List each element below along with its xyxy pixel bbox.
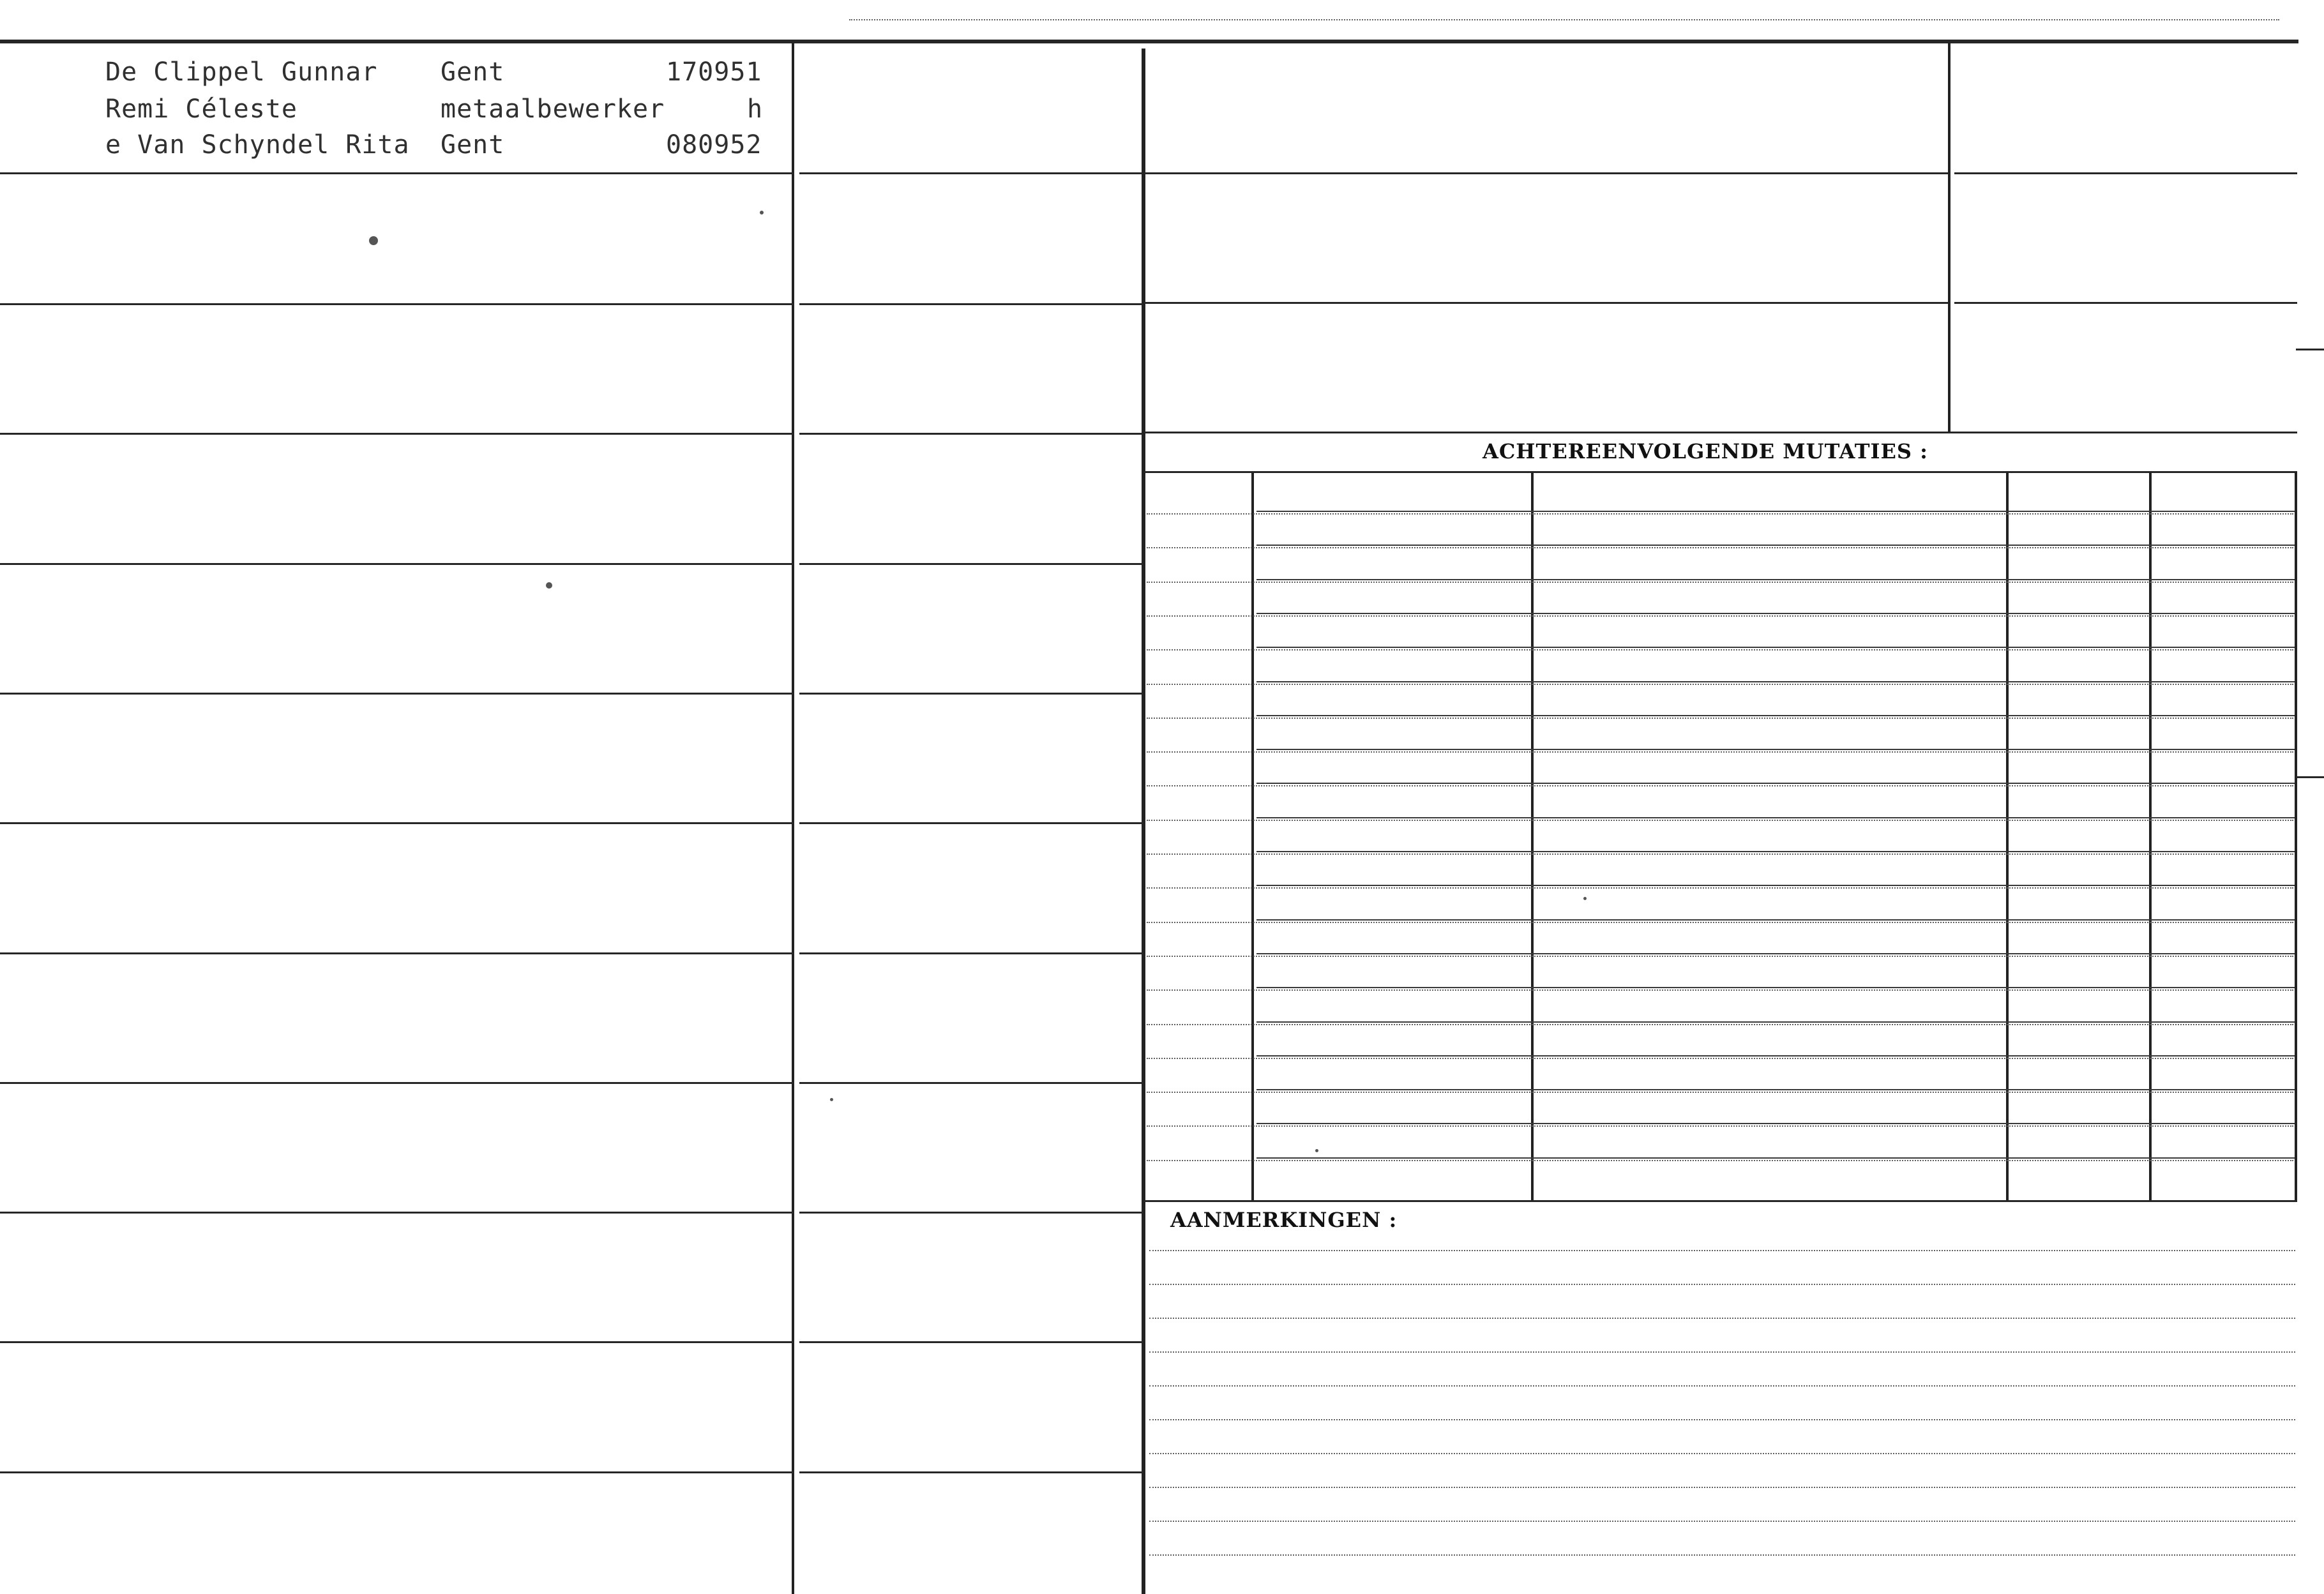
mutaties-row-rule <box>1256 851 2295 852</box>
register-row-rule <box>0 1471 794 1473</box>
mutaties-row-rule <box>1256 681 2295 682</box>
occupation: metaalbewerker <box>441 94 665 124</box>
register-row-rule <box>0 433 794 435</box>
mutaties-row-rule <box>1256 919 2295 921</box>
husband-date: 170951 <box>666 57 762 87</box>
register-row-rule <box>799 172 1143 174</box>
mutaties-right-edge <box>2295 472 2297 1200</box>
mutaties-row-rule <box>1256 1021 2295 1023</box>
mutaties-row-rule <box>1256 749 2295 750</box>
register-row-rule <box>799 1471 1143 1473</box>
remarks-line <box>1149 1351 2295 1353</box>
mutaties-row-dots <box>1147 513 2293 515</box>
mutaties-row-rule <box>1256 817 2295 818</box>
edge-tick <box>2296 349 2324 350</box>
mutaties-row-dots <box>1147 547 2293 548</box>
mutaties-row-dots <box>1147 989 2293 991</box>
register-row-rule <box>799 822 1143 824</box>
upper-right-rule <box>1144 172 1948 174</box>
mutaties-row-rule <box>1256 953 2295 954</box>
mutaties-row-rule <box>1256 885 2295 886</box>
mutaties-row-rule <box>1256 987 2295 988</box>
remarks-line <box>1149 1250 2295 1251</box>
mutaties-row-dots <box>1147 887 2293 889</box>
mutaties-row-dots <box>1147 853 2293 855</box>
mutaties-row-dots <box>1147 956 2293 957</box>
entry-marker: h <box>747 94 764 124</box>
register-row-rule <box>799 1212 1143 1214</box>
top-border <box>0 40 2298 43</box>
register-row-rule <box>0 172 794 174</box>
register-row-rule <box>799 1082 1143 1084</box>
register-row-rule <box>0 1341 794 1343</box>
register-row-rule <box>0 1212 794 1214</box>
mutaties-heading: ACHTEREENVOLGENDE MUTATIES : <box>1483 439 1928 463</box>
mutaties-row-rule <box>1256 613 2295 614</box>
remarks-line <box>1149 1521 2295 1522</box>
right-upper-divider <box>1948 42 1950 432</box>
mutaties-row-dots <box>1147 785 2293 786</box>
register-row-rule <box>799 433 1143 435</box>
register-row-rule <box>799 303 1143 305</box>
register-row-rule <box>0 952 794 954</box>
scan-speck <box>1315 1149 1318 1152</box>
scan-speck <box>760 211 764 214</box>
register-row-rule <box>0 822 794 824</box>
mutaties-row-dots <box>1147 1092 2293 1093</box>
register-row-rule <box>799 693 1143 695</box>
top-edge-noise <box>849 19 2279 20</box>
mutaties-row-dots <box>1147 1125 2293 1127</box>
upper-right-rule <box>1144 302 1948 304</box>
mutaties-bottom-rule <box>1144 1200 2297 1202</box>
husband-place: Gent <box>441 57 505 87</box>
mutaties-row-dots <box>1147 1058 2293 1059</box>
register-row-rule <box>799 952 1143 954</box>
mutaties-row-rule <box>1256 783 2295 784</box>
remarks-line <box>1149 1284 2295 1285</box>
mutaties-row-dots <box>1147 615 2293 617</box>
register-row-rule <box>799 1341 1143 1343</box>
husband-parents: Remi Céleste <box>105 94 298 124</box>
register-row-rule <box>0 303 794 305</box>
register-row-rule <box>0 1082 794 1084</box>
mutaties-header-rule <box>1144 471 2297 473</box>
mutaties-top-rule <box>1144 432 2297 433</box>
center-divider <box>1142 49 1145 1594</box>
remarks-line <box>1149 1318 2295 1319</box>
mutaties-row-rule <box>1256 511 2295 512</box>
remarks-line <box>1149 1385 2295 1387</box>
mutaties-row-dots <box>1147 1024 2293 1025</box>
husband-name: De Clippel Gunnar <box>105 57 378 87</box>
mutaties-row-dots <box>1147 922 2293 923</box>
wife-place: Gent <box>441 130 505 160</box>
mutaties-row-rule <box>1256 1157 2295 1159</box>
remarks-heading: AANMERKINGEN : <box>1170 1208 1398 1232</box>
mutaties-row-dots <box>1147 582 2293 583</box>
upper-right-rule <box>1954 302 2297 304</box>
wife-date: 080952 <box>666 130 762 160</box>
register-row-rule <box>0 693 794 695</box>
register-row-rule <box>799 563 1143 565</box>
mutaties-row-dots <box>1147 820 2293 821</box>
upper-right-rule <box>1954 172 2297 174</box>
remarks-line <box>1149 1453 2295 1454</box>
mutaties-row-dots <box>1147 649 2293 650</box>
mutaties-row-rule <box>1256 579 2295 580</box>
mutaties-row-dots <box>1147 684 2293 685</box>
left-column-divider <box>792 42 794 1594</box>
register-row-rule <box>0 563 794 565</box>
edge-tick <box>2296 776 2324 778</box>
scan-speck <box>369 236 378 245</box>
mutaties-row-rule <box>1256 1055 2295 1056</box>
mutaties-row-rule <box>1256 647 2295 648</box>
remarks-line <box>1149 1419 2295 1420</box>
mutaties-row-rule <box>1256 1123 2295 1124</box>
mutaties-row-rule <box>1256 545 2295 546</box>
mutaties-row-dots <box>1147 751 2293 753</box>
remarks-line <box>1149 1487 2295 1488</box>
mutaties-row-dots <box>1147 718 2293 719</box>
mutaties-row-rule <box>1256 715 2295 716</box>
scan-speck <box>1583 897 1587 900</box>
mutaties-row-rule <box>1256 1089 2295 1090</box>
scan-speck <box>546 582 552 589</box>
mutaties-row-dots <box>1147 1160 2293 1161</box>
remarks-line <box>1149 1554 2295 1556</box>
scan-speck <box>830 1098 833 1101</box>
wife-name: e Van Schyndel Rita <box>105 130 410 160</box>
